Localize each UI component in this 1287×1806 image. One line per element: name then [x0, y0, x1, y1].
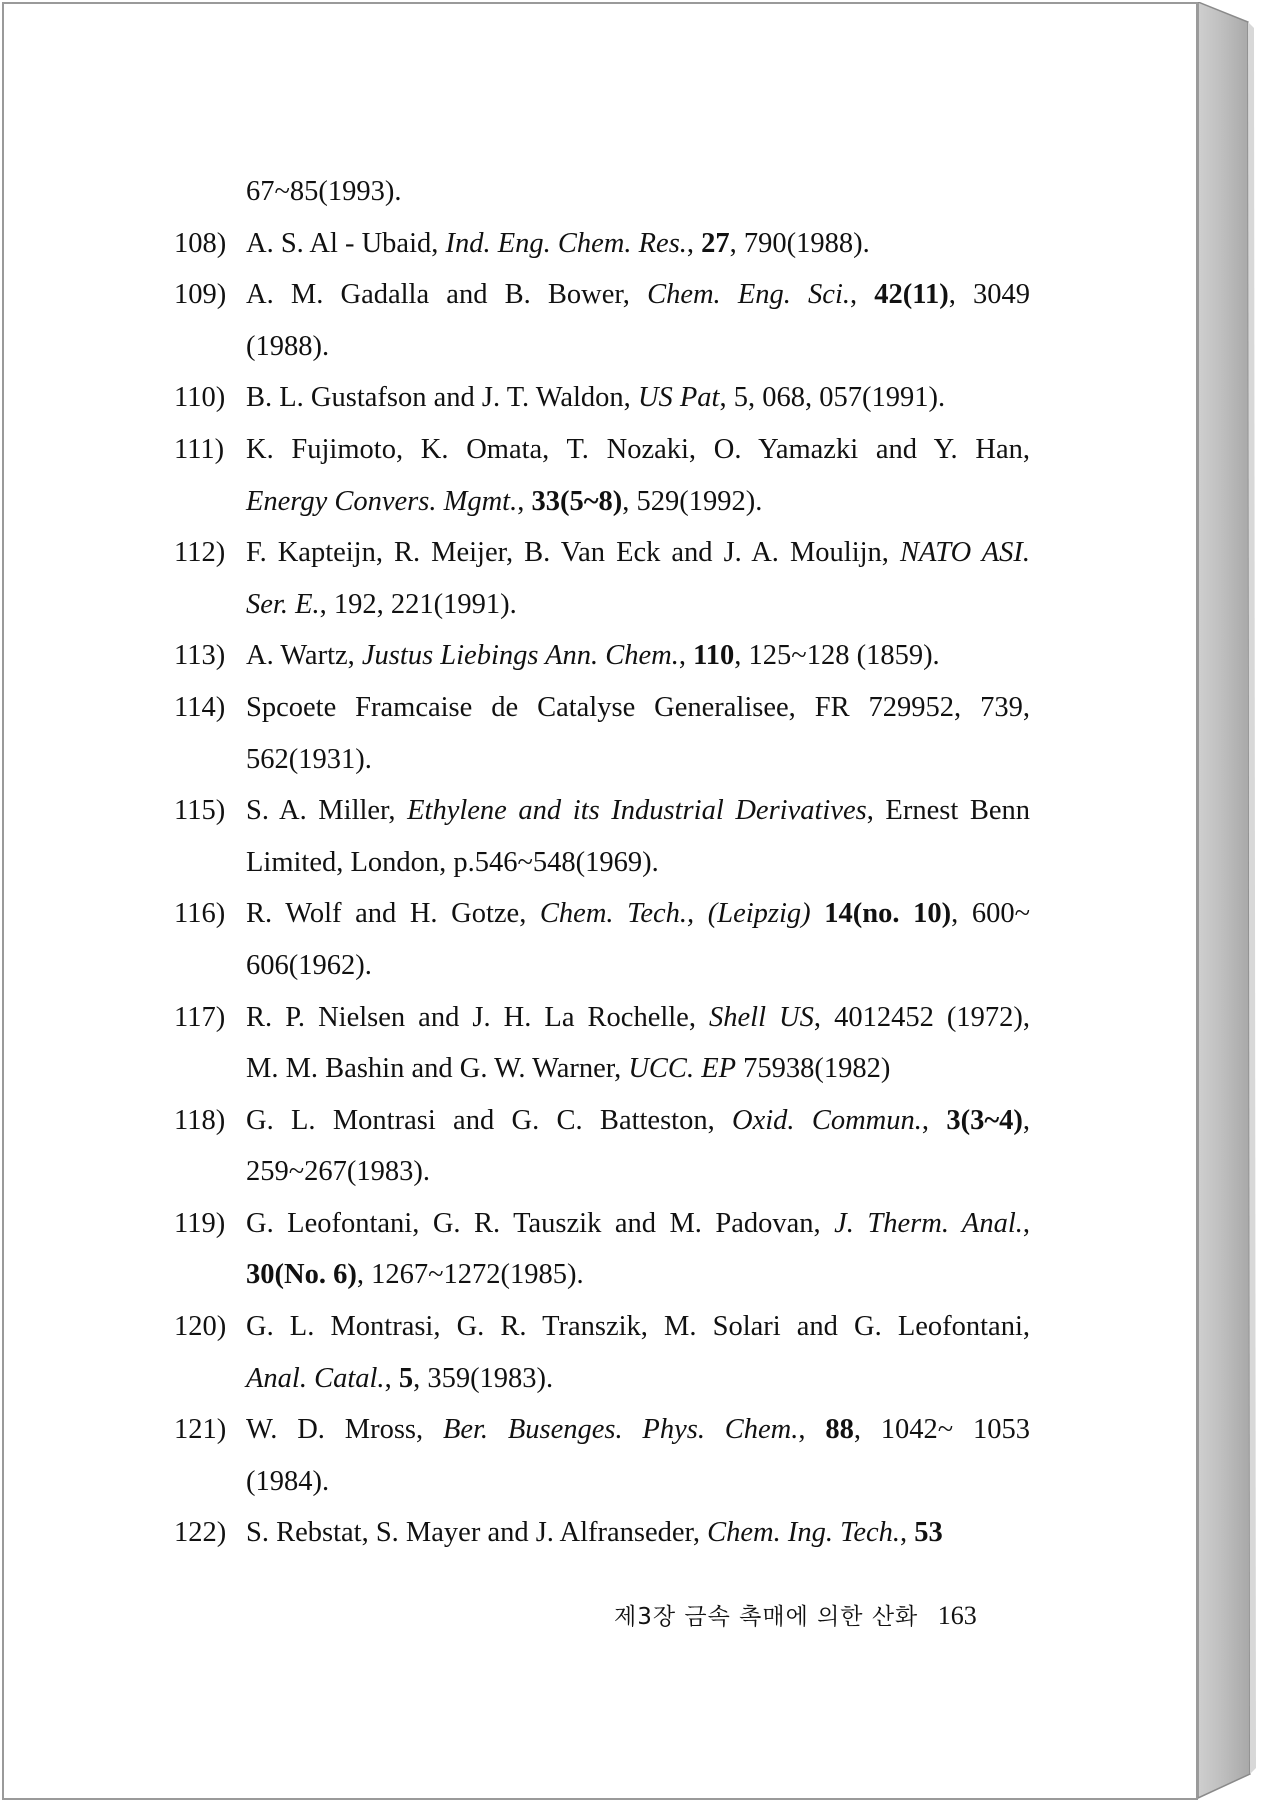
reference-continuation-line — [174, 476, 1030, 528]
reference-number: 114) — [174, 691, 226, 723]
reference-number: 113) — [174, 640, 226, 672]
reference-entry — [174, 372, 1030, 424]
reference-continuation-line — [174, 579, 1030, 631]
reference-number: 115) — [174, 795, 226, 827]
reference-text: A. M. Gadalla and B. Bower, Chem. Eng. Sci., 42(11), 3049 — [246, 279, 1031, 311]
reference-entry — [174, 630, 1030, 682]
reference-text: Ser. E., 192, 221(1991). — [246, 588, 517, 620]
reference-entry — [174, 218, 1030, 270]
reference-entry — [174, 1198, 1030, 1250]
reference-number: 111) — [174, 433, 225, 465]
reference-entry — [174, 1095, 1030, 1147]
reference-entry — [174, 269, 1030, 321]
reference-continuation-line — [174, 734, 1030, 786]
reference-entry — [174, 424, 1030, 476]
reference-text: (1984). — [246, 1465, 330, 1497]
reference-entry — [174, 992, 1030, 1044]
reference-text: 562(1931). — [246, 743, 372, 775]
reference-text: K. Fujimoto, K. Omata, T. Nozaki, O. Yamazki and Y. Han, — [246, 433, 1030, 465]
reference-text: S. A. Miller, Ethylene and its Industrial Derivatives, Ernest Benn — [246, 795, 1030, 827]
reference-continuation-line — [174, 1249, 1030, 1301]
reference-text: W. D. Mross, Ber. Busenges. Phys. Chem., 88, 1042~ 1053 — [246, 1414, 1030, 1446]
reference-number: 110) — [174, 382, 226, 414]
page-footer — [614, 1598, 977, 1631]
reference-text: M. M. Bashin and G. W. Warner, UCC. EP 75938(1982) — [246, 1053, 891, 1085]
reference-number: 108) — [174, 227, 227, 259]
reference-continuation-line — [174, 940, 1030, 992]
reference-entry — [174, 888, 1030, 940]
page-number: 163 — [937, 1601, 977, 1630]
reference-entry — [174, 785, 1030, 837]
reference-text: Energy Convers. Mgmt., 33(5~8), 529(1992). — [246, 485, 763, 517]
reference-text: G. L. Montrasi and G. C. Batteston, Oxid. Commun., 3(3~4), — [246, 1104, 1031, 1136]
reference-number: 120) — [174, 1311, 227, 1343]
reference-entry — [174, 166, 1030, 218]
book-spine — [1198, 2, 1283, 1800]
reference-text: R. Wolf and H. Gotze, Chem. Tech., (Leipzig) 14(no. 10), 600~ — [246, 898, 1031, 930]
reference-text: A. Wartz, Justus Liebings Ann. Chem., 110, 125~128 (1859). — [246, 640, 940, 672]
reference-number: 119) — [174, 1207, 226, 1239]
reference-number: 112) — [174, 537, 226, 569]
reference-continuation-line — [174, 1146, 1030, 1198]
reference-text: G. L. Montrasi, G. R. Transzik, M. Solari and G. Leofontani, — [246, 1311, 1030, 1343]
reference-text: Anal. Catal., 5, 359(1983). — [246, 1362, 554, 1394]
reference-text: B. L. Gustafson and J. T. Waldon, US Pat, 5, 068, 057(1991). — [246, 382, 946, 414]
reference-text: 30(No. 6), 1267~1272(1985). — [246, 1259, 584, 1291]
reference-continuation-line — [174, 321, 1030, 373]
reference-continuation-line — [174, 1456, 1030, 1508]
reference-text: G. Leofontani, G. R. Tauszik and M. Padovan, J. Therm. Anal., — [246, 1207, 1031, 1239]
reference-entry — [174, 1507, 1030, 1559]
reference-text: S. Rebstat, S. Mayer and J. Alfranseder, Chem. Ing. Tech., 53 — [246, 1517, 943, 1549]
reference-number: 118) — [174, 1104, 226, 1136]
reference-number: 121) — [174, 1414, 227, 1446]
reference-entry — [174, 1301, 1030, 1353]
reference-text: (1988). — [246, 330, 330, 362]
reference-entry — [174, 527, 1030, 579]
reference-continuation-line — [174, 837, 1030, 889]
reference-text: 67~85(1993). — [246, 176, 402, 207]
reference-text: F. Kapteijn, R. Meijer, B. Van Eck and J. A. Moulijn, NATO ASI. — [246, 537, 1030, 569]
reference-text: R. P. Nielsen and J. H. La Rochelle, Shell US, 4012452 (1972), — [246, 1001, 1030, 1033]
chapter-title: 제3장 금속 촉매에 의한 산화 — [614, 1604, 919, 1630]
reference-entry — [174, 1404, 1030, 1456]
reference-number: 109) — [174, 279, 227, 311]
reference-text: A. S. Al - Ubaid, Ind. Eng. Chem. Res., 27, 790(1988). — [246, 227, 870, 259]
reference-text: 606(1962). — [246, 949, 372, 981]
reference-text: Spcoete Framcaise de Catalyse Generalisee, FR 729952, 739, — [246, 691, 1030, 723]
reference-number: 116) — [174, 898, 226, 930]
book-spine-shape — [1198, 2, 1283, 1800]
reference-number: 122) — [174, 1517, 227, 1549]
book-page — [2, 2, 1198, 1800]
reference-number: 117) — [174, 1001, 226, 1033]
reference-continuation-line — [174, 1353, 1030, 1405]
reference-text: Limited, London, p.546~548(1969). — [246, 846, 659, 878]
reference-list — [174, 166, 1030, 1559]
reference-text: 259~267(1983). — [246, 1156, 431, 1188]
reference-entry — [174, 682, 1030, 734]
reference-continuation-line — [174, 1043, 1030, 1095]
